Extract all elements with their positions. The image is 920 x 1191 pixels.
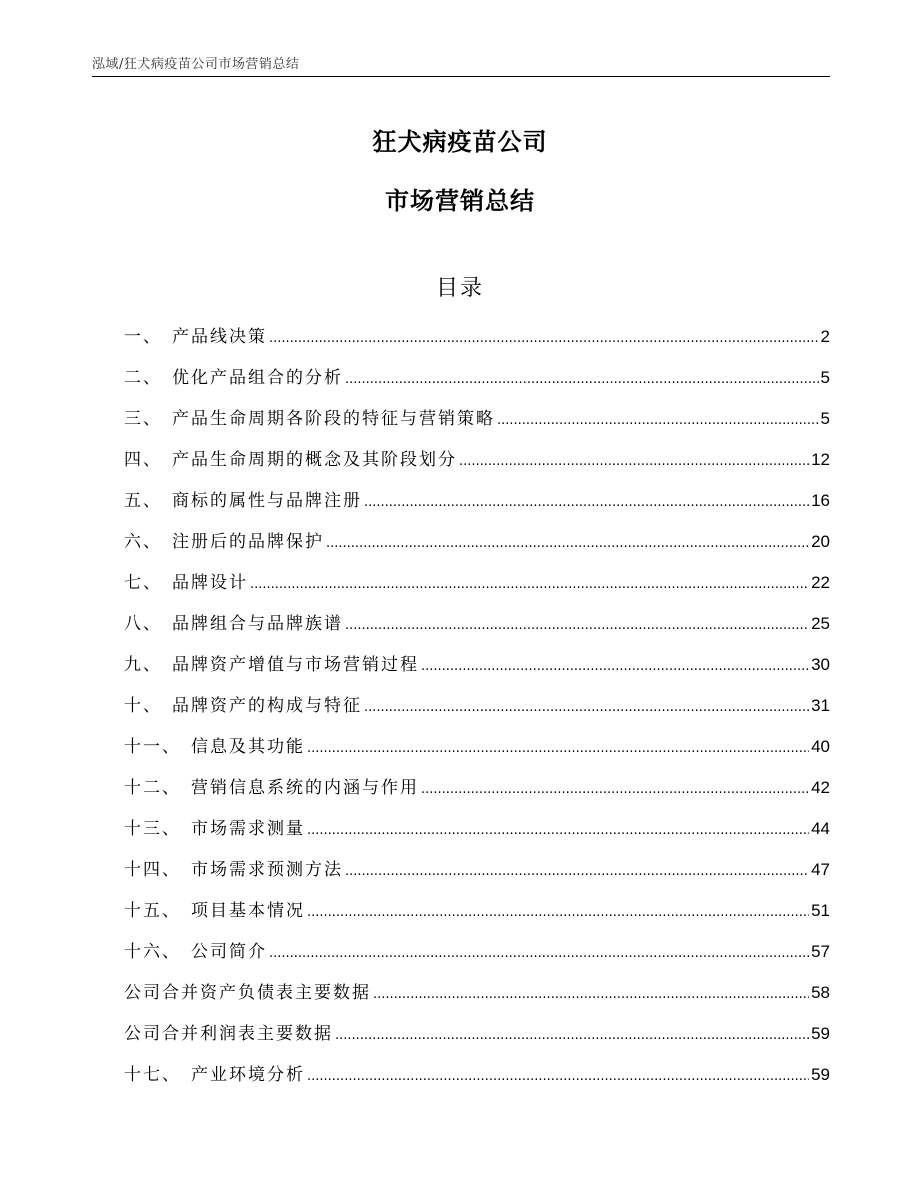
toc-entry-number: 十三、 [124,819,181,839]
toc-entry[interactable] [124,404,830,445]
toc-heading: 目录 [435,276,484,301]
toc-entry-number: 三、 [124,409,162,429]
toc-entry-title: 优化产品组合的分析 [172,368,343,388]
toc-dot-leader [250,570,809,600]
toc-entry[interactable] [124,445,830,486]
document-title: 狂犬病疫苗公司 [372,128,548,156]
toc-dot-leader [307,898,809,928]
toc-entry-number: 十七、 [124,1065,181,1085]
toc-entry-page-number: 30 [811,655,830,674]
toc-entry[interactable] [124,814,830,855]
toc-entry-number: 八、 [124,614,162,634]
toc-entry[interactable] [124,896,830,937]
toc-dot-leader [269,939,809,969]
toc-dot-leader [364,693,809,723]
toc-entry[interactable] [124,1019,830,1060]
toc-dot-leader [307,734,809,764]
toc-entry-title: 产品生命周期各阶段的特征与营销策略 [172,409,495,429]
toc-entry-page-number: 57 [811,942,830,961]
toc-entry[interactable] [124,732,830,773]
toc-dot-leader [345,611,809,641]
toc-entry-title: 产业环境分析 [191,1065,305,1085]
toc-entry-title: 品牌资产增值与市场营销过程 [172,655,419,675]
toc-entry-number: 十二、 [124,778,181,798]
toc-entry-number: 五、 [124,491,162,511]
toc-entry-page-number: 58 [811,983,830,1002]
toc-entry-page-number: 42 [811,778,830,797]
toc-entry[interactable] [124,1060,830,1101]
toc-entry-page-number: 59 [811,1065,830,1084]
toc-entry[interactable] [124,568,830,609]
toc-entry-page-number: 16 [811,491,830,510]
toc-entry-page-number: 47 [811,860,830,879]
toc-dot-leader [326,529,809,559]
toc-entry-title: 市场需求预测方法 [191,860,343,880]
toc-entry-title: 项目基本情况 [191,901,305,921]
toc-entry-number: 十四、 [124,860,181,880]
toc-dot-leader [373,980,809,1010]
toc-entry-title: 商标的属性与品牌注册 [172,491,362,511]
toc-dot-leader [345,365,819,395]
toc-dot-leader [364,488,809,518]
toc-entry[interactable] [124,609,830,650]
toc-dot-leader [421,775,809,805]
toc-entry-title: 产品生命周期的概念及其阶段划分 [172,450,457,470]
toc-entry-number: 十一、 [124,737,181,757]
toc-dot-leader [269,324,819,354]
toc-entry-page-number: 40 [811,737,830,756]
toc-entry-title: 公司合并利润表主要数据 [124,1024,333,1044]
table-of-contents [124,322,830,1101]
toc-entry-page-number: 44 [811,819,830,838]
toc-entry-number: 十六、 [124,942,181,962]
toc-entry-number: 十五、 [124,901,181,921]
toc-entry-page-number: 20 [811,532,830,551]
toc-entry[interactable] [124,363,830,404]
toc-entry-page-number: 51 [811,901,830,920]
toc-entry[interactable] [124,650,830,691]
toc-entry-page-number: 22 [811,573,830,592]
toc-entry[interactable] [124,691,830,732]
toc-entry-page-number: 5 [820,368,830,387]
toc-entry-page-number: 12 [811,450,830,469]
toc-dot-leader [497,406,819,436]
toc-entry-title: 营销信息系统的内涵与作用 [191,778,419,798]
toc-entry-page-number: 5 [820,409,830,428]
toc-entry-title: 公司合并资产负债表主要数据 [124,983,371,1003]
toc-dot-leader [335,1021,809,1051]
toc-entry-title: 产品线决策 [172,327,267,347]
toc-entry[interactable] [124,937,830,978]
toc-dot-leader [459,447,809,477]
toc-entry-number: 七、 [124,573,162,593]
toc-entry-number: 九、 [124,655,162,675]
toc-entry-page-number: 2 [820,327,830,346]
toc-entry[interactable] [124,855,830,896]
toc-entry-title: 品牌组合与品牌族谱 [172,614,343,634]
toc-dot-leader [345,857,809,887]
toc-entry[interactable] [124,527,830,568]
toc-entry-title: 品牌资产的构成与特征 [172,696,362,716]
toc-dot-leader [307,816,809,846]
toc-entry-title: 品牌设计 [172,573,248,593]
toc-entry-title: 信息及其功能 [191,737,305,757]
toc-entry-number: 二、 [124,368,162,388]
running-header: 泓域/狂犬病疫苗公司市场营销总结 [92,57,300,72]
toc-entry-number: 一、 [124,327,162,347]
header-rule [92,76,830,77]
toc-entry-number: 四、 [124,450,162,470]
toc-entry-number: 六、 [124,532,162,552]
toc-entry-title: 公司简介 [191,942,267,962]
toc-entry-page-number: 31 [811,696,830,715]
toc-dot-leader [307,1062,809,1092]
toc-entry[interactable] [124,978,830,1019]
document-subtitle: 市场营销总结 [385,187,535,215]
toc-entry-number: 十、 [124,696,162,716]
toc-dot-leader [421,652,809,682]
toc-entry-title: 注册后的品牌保护 [172,532,324,552]
toc-entry[interactable] [124,322,830,363]
toc-entry-page-number: 25 [811,614,830,633]
toc-entry-page-number: 59 [811,1024,830,1043]
toc-entry[interactable] [124,486,830,527]
toc-entry[interactable] [124,773,830,814]
toc-entry-title: 市场需求测量 [191,819,305,839]
